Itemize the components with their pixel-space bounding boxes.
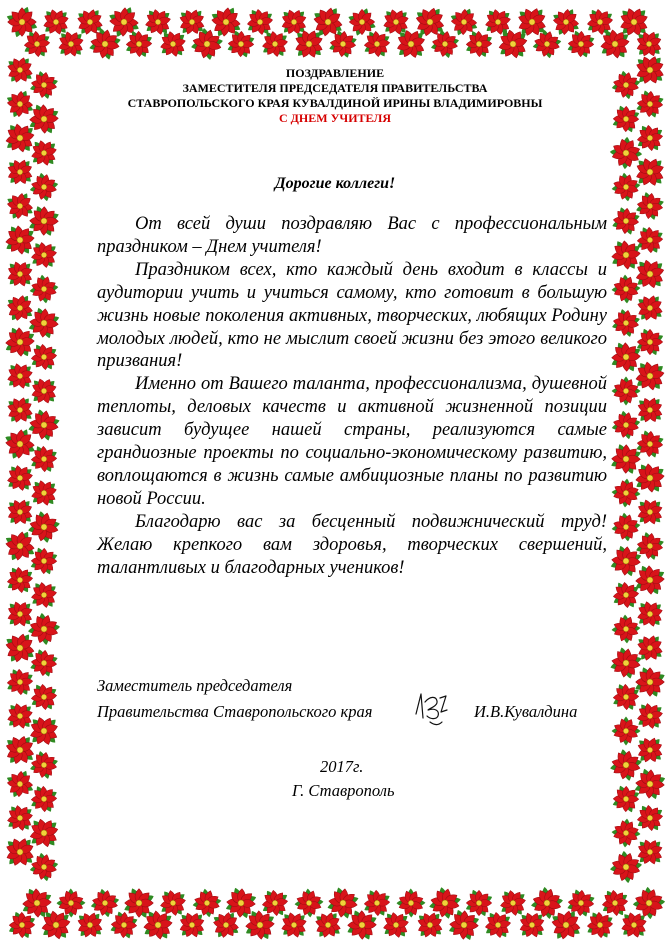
header-name: СТАВРОПОЛЬСКОГО КРАЯ КУВАЛДИНОЙ ИРИНЫ ВЛАДИМИРОВНЫ	[127, 96, 543, 110]
letter-body	[97, 213, 607, 580]
signature-name: И.В.Кувалдина	[474, 702, 578, 721]
signature-position-2: Правительства Ставропольского края	[97, 702, 373, 721]
letter-city: Г. Ставрополь	[292, 781, 395, 800]
paragraph-3: Именно от Вашего таланта, профессионализма, душевной теплоты, деловых качеств и активной жизненной позиции зависит будущее нашей страны, реализуются самые грандиозные проекты по социально-экономическому развитию, воплощаются в жизнь самые амбициозные планы по развитию новой России.	[97, 374, 607, 509]
letter-year: 2017г.	[320, 757, 364, 776]
header-title: ПОЗДРАВЛЕНИЕ	[285, 66, 385, 80]
greeting: Дорогие коллеги!	[274, 175, 396, 192]
header-occasion: С ДНЕМ УЧИТЕЛЯ	[279, 111, 391, 125]
handwritten-signature	[410, 688, 460, 730]
header-subtitle: ЗАМЕСТИТЕЛЯ ПРЕДСЕДАТЕЛЯ ПРАВИТЕЛЬСТВА	[182, 81, 488, 95]
paragraph-1: От всей души поздравляю Вас с профессиональным праздником – Днем учителя!	[97, 214, 607, 257]
paragraph-2: Праздником всех, кто каждый день входит в классы и аудитории учить и учиться самому, кто готовит в большую жизнь новые поколения активных, творческих, любящих Родину молодых людей, кто не мыслит своей жизни без этого великого призвания!	[97, 259, 607, 372]
signature-position-1: Заместитель председателя	[97, 676, 293, 695]
paragraph-4: Благодарю вас за бесценный подвижнический труд! Желаю крепкого вам здоровья, творческих свершений, талантливых и благодарных учеников!	[97, 511, 607, 578]
